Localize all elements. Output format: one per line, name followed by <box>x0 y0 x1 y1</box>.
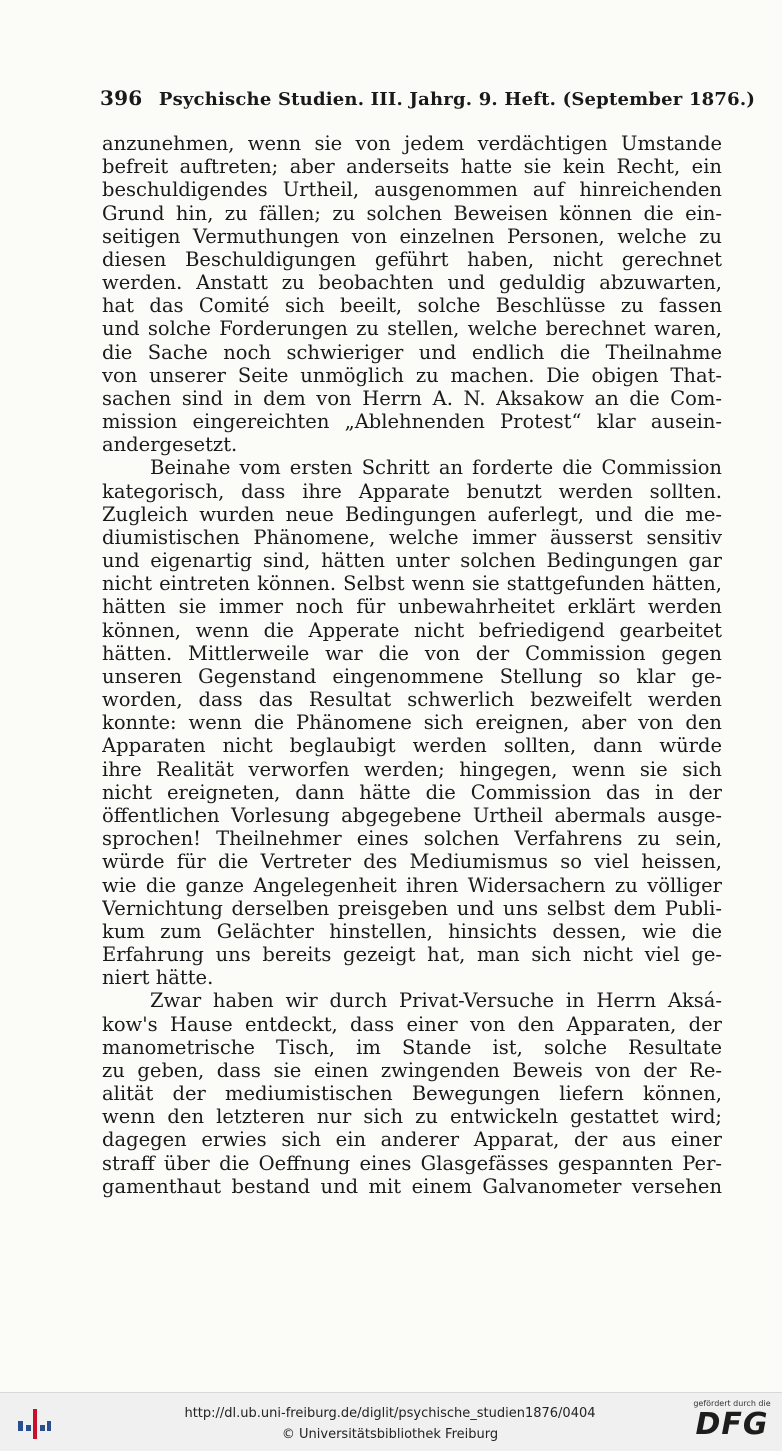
text-line: und solche Forderungen zu stellen, welche berechnet waren, <box>102 317 722 341</box>
text-line: Vernichtung derselben preisgeben und uns selbst dem Publi- <box>102 896 722 920</box>
text-line: Grund hin, zu fällen; zu solchen Beweisen können die ein- <box>102 201 722 225</box>
text-line: nicht ereigneten, dann hätte die Commission das in der <box>102 780 722 804</box>
text-line: öffentlichen Vorlesung abgegebene Urtheil abermals ausge- <box>102 803 722 827</box>
library-logo-icon <box>16 1403 52 1443</box>
dfg-mark-icon: DFG <box>695 1407 769 1442</box>
text-line: alität der mediumistischen Bewegungen liefern können, <box>102 1082 722 1106</box>
text-line: kow's Hause entdeckt, dass einer von den Apparaten, der <box>102 1012 722 1036</box>
text-line: gamenthaut bestand und mit einem Galvanometer versehen <box>102 1174 722 1198</box>
text-line: kum zum Gelächter hinstellen, hinsichts dessen, wie die <box>102 919 722 943</box>
text-line: beschuldigendes Urtheil, ausgenommen auf hinreichenden <box>102 178 722 202</box>
text-line: seitigen Vermuthungen von einzelnen Personen, welche zu <box>102 224 722 248</box>
viewer-footer <box>0 1392 782 1451</box>
text-line: straff über die Oeffnung eines Glasgefässes gespannten Per- <box>102 1151 722 1175</box>
text-line: nicht eintreten können. Selbst wenn sie stattgefunden hätten, <box>102 572 722 596</box>
text-line: niert hätte. <box>102 966 214 990</box>
copyright-notice: © Universitätsbibliothek Freiburg <box>281 1427 499 1442</box>
text-line: worden, dass das Resultat schwerlich bezweifelt werden <box>102 688 722 712</box>
text-line: und eigenartig sind, hätten unter solchen Bedingungen gar <box>102 549 722 573</box>
text-line: wenn den letzteren nur sich zu entwickeln gestattet wird; <box>102 1105 722 1129</box>
text-line: konnte: wenn die Phänomene sich ereignen, aber von den <box>102 711 722 735</box>
text-line: hätten sie immer noch für unbewahrheitet erklärt werden <box>102 595 722 619</box>
text-line: Apparaten nicht beglaubigt werden sollten, dann würde <box>102 734 722 758</box>
text-line: zu geben, dass sie einen zwingenden Beweis von der Re- <box>102 1058 722 1082</box>
text-line: unseren Gegenstand eingenommene Stellung so klar ge- <box>102 664 722 688</box>
text-line: werden. Anstatt zu beobachten und geduldig abzuwarten, <box>102 271 722 295</box>
text-line: sprochen! Theilnehmer eines solchen Verfahrens zu sein, <box>102 827 722 851</box>
text-line: ihre Realität verworfen werden; hingegen, wenn sie sich <box>102 757 722 781</box>
text-line: anzunehmen, wenn sie von jedem verdächtigen Umstande <box>102 132 722 155</box>
text-line: Zwar haben wir durch Privat-Versuche in Herrn Aksá- <box>150 989 722 1013</box>
text-line: andergesetzt. <box>102 433 238 457</box>
text-line: Erfahrung uns bereits gezeigt hat, man sich nicht viel ge- <box>102 943 722 967</box>
body-text <box>102 132 722 1198</box>
text-line: diumistischen Phänomene, welche immer äusserst sensitiv <box>102 525 722 549</box>
text-line: hat das Comité sich beeilt, solche Beschlüsse zu fassen <box>102 294 722 318</box>
running-header <box>100 86 756 116</box>
text-line: mission eingereichten „Ablehnenden Protest“ klar ausein- <box>102 410 722 434</box>
text-line: die Sache noch schwieriger und endlich die Theilnahme <box>102 340 722 364</box>
text-line: sachen sind in dem von Herrn A. N. Aksakow an die Com- <box>102 386 722 410</box>
text-line: manometrische Tisch, im Stande ist, solche Resultate <box>102 1035 722 1059</box>
text-line: wie die ganze Angelegenheit ihren Widersachern zu völliger <box>102 873 722 897</box>
text-line: von unserer Seite unmöglich zu machen. Die obigen That- <box>102 363 722 387</box>
dfg-logo <box>692 1399 772 1447</box>
sponsor-caption: gefördert durch die <box>693 1399 771 1408</box>
text-line: können, wenn die Apperate nicht befriedigend gearbeitet <box>102 618 722 642</box>
permalink-url[interactable]: http://dl.ub.uni-freiburg.de/diglit/psychische_studien1876/0404 <box>184 1406 596 1421</box>
page-number: 396 <box>100 86 143 110</box>
text-line: Beinahe vom ersten Schritt an forderte die Commission <box>150 456 722 480</box>
running-title: Psychische Studien. III. Jahrg. 9. Heft. (September 1876.) <box>158 89 756 110</box>
text-line: würde für die Vertreter des Mediumismus so viel heissen, <box>102 850 722 874</box>
text-line: diesen Beschuldigungen geführt haben, nicht gerechnet <box>102 247 722 271</box>
text-line: Zugleich wurden neue Bedingungen auferlegt, und die me- <box>102 502 722 526</box>
text-line: kategorisch, dass ihre Apparate benutzt werden sollten. <box>102 479 722 503</box>
text-line: hätten. Mittlerweile war die von der Commission gegen <box>102 641 722 665</box>
text-line: dagegen erwies sich ein anderer Apparat, der aus einer <box>102 1128 722 1152</box>
text-line: befreit auftreten; aber anderseits hatte sie kein Recht, ein <box>102 155 722 179</box>
